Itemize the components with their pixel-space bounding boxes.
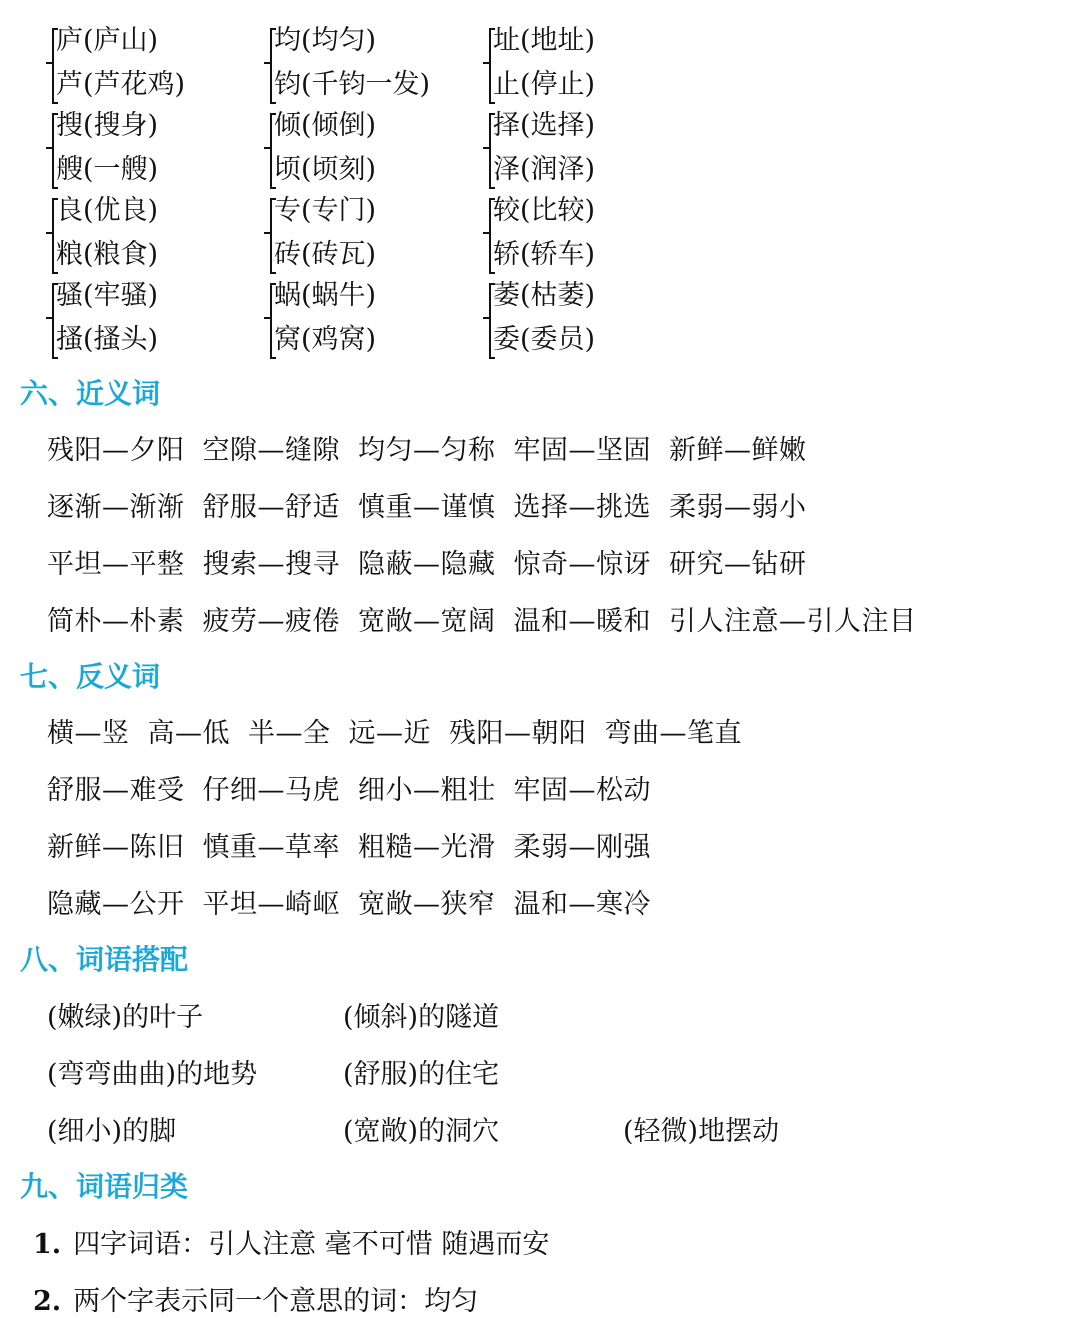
compare-word: 倾(倾倒) (274, 110, 377, 141)
compare-word: 专(专门) (274, 195, 377, 226)
word-pair: 惊奇—惊讶 (513, 549, 651, 580)
compare-word: 骚(牢骚) (56, 280, 159, 311)
collocation-item: (弯弯曲曲)的地势 (47, 1059, 258, 1090)
word-pair: 搜索—搜寻 (202, 549, 340, 580)
word-pair: 平坦—平整 (47, 549, 185, 580)
classify-item-2 (33, 1279, 478, 1318)
compare-word: 钧(千钧一发) (274, 69, 431, 100)
compare-word: 庐(庐山) (56, 25, 159, 56)
word-pair: 半—全 (248, 718, 331, 749)
word-pair: 逐渐—渐渐 (47, 492, 185, 523)
section-title-collocation: 八、词语搭配 (20, 943, 189, 976)
compare-word: 均(均匀) (274, 25, 377, 56)
word-row (47, 711, 760, 750)
section-title-synonyms: 六、近义词 (20, 377, 161, 410)
word-pair: 仔细—马虎 (202, 775, 340, 806)
collocation-item: (舒服)的住宅 (343, 1059, 500, 1090)
collocation-item: (嫩绿)的叶子 (47, 1002, 204, 1033)
word-pair: 柔弱—刚强 (513, 832, 651, 863)
word-pair: 简朴—朴素 (47, 606, 185, 637)
compare-word: 择(选择) (493, 110, 596, 141)
section-title-classify: 九、词语归类 (20, 1170, 189, 1203)
word-pair: 引人注意—引人注目 (669, 606, 917, 637)
compare-word: 址(地址) (493, 25, 596, 56)
word-pair: 牢固—松动 (513, 775, 651, 806)
compare-word: 搜(搜身) (56, 110, 159, 141)
compare-word: 顷(顷刻) (274, 154, 377, 185)
word-row (47, 882, 669, 921)
compare-word: 芦(芦花鸡) (56, 69, 186, 100)
compare-word: 轿(轿车) (493, 239, 596, 270)
word-pair: 研究—钻研 (669, 549, 807, 580)
word-pair: 疲劳—疲倦 (202, 606, 340, 637)
word-row (47, 599, 935, 638)
word-pair: 宽敞—宽阔 (358, 606, 496, 637)
word-pair: 慎重—谨慎 (358, 492, 496, 523)
word-pair: 横—竖 (47, 718, 130, 749)
collocation-item: (宽敞)的洞穴 (343, 1116, 500, 1147)
word-pair: 牢固—坚固 (513, 435, 651, 466)
word-pair: 远—近 (348, 718, 431, 749)
word-pair: 柔弱—弱小 (669, 492, 807, 523)
word-pair: 慎重—草率 (202, 832, 340, 863)
word-pair: 均匀—匀称 (358, 435, 496, 466)
compare-word: 窝(鸡窝) (274, 324, 377, 355)
compare-word: 良(优良) (56, 195, 159, 226)
word-pair: 宽敞—狭窄 (358, 889, 496, 920)
compare-word: 搔(搔头) (56, 324, 159, 355)
word-row (47, 768, 669, 807)
collocation-item: (倾斜)的隧道 (343, 1002, 500, 1033)
word-pair: 温和—寒冷 (513, 889, 651, 920)
compare-word: 较(比较) (493, 195, 596, 226)
word-pair: 隐蔽—隐藏 (358, 549, 496, 580)
compare-word: 艘(一艘) (56, 154, 159, 185)
compare-word: 泽(润泽) (493, 154, 596, 185)
compare-word: 止(停止) (493, 69, 596, 100)
item-number: 1. (33, 1229, 62, 1260)
word-pair: 舒服—难受 (47, 775, 185, 806)
item-number: 2. (33, 1286, 62, 1317)
collocation-item: (细小)的脚 (47, 1116, 177, 1147)
classify-item-1 (33, 1222, 549, 1261)
item-text: 两个字表示同一个意思的词：均匀 (73, 1286, 479, 1317)
word-pair: 高—低 (147, 718, 230, 749)
word-pair: 新鲜—鲜嫩 (669, 435, 807, 466)
word-pair: 舒服—舒适 (202, 492, 340, 523)
word-row (47, 485, 825, 524)
word-row (47, 542, 825, 581)
word-pair: 新鲜—陈旧 (47, 832, 185, 863)
word-pair: 弯曲—笔直 (604, 718, 742, 749)
word-pair: 隐藏—公开 (47, 889, 185, 920)
word-row (47, 428, 825, 467)
compare-word: 砖(砖瓦) (274, 239, 377, 270)
word-pair: 残阳—夕阳 (47, 435, 185, 466)
compare-word: 萎(枯萎) (493, 280, 596, 311)
item-text: 四字词语：引人注意 毫不可惜 随遇而安 (73, 1229, 550, 1260)
compare-word: 粮(粮食) (56, 239, 159, 270)
word-pair: 温和—暖和 (513, 606, 651, 637)
word-pair: 选择—挑选 (513, 492, 651, 523)
word-pair: 粗糙—光滑 (358, 832, 496, 863)
collocation-item: (轻微)地摆动 (623, 1116, 780, 1147)
word-pair: 空隙—缝隙 (202, 435, 340, 466)
word-pair: 残阳—朝阳 (449, 718, 587, 749)
word-row (47, 825, 669, 864)
compare-word: 蜗(蜗牛) (274, 280, 377, 311)
word-pair: 细小—粗壮 (358, 775, 496, 806)
section-title-antonyms: 七、反义词 (20, 660, 161, 693)
word-pair: 平坦—崎岖 (202, 889, 340, 920)
compare-word: 委(委员) (493, 324, 596, 355)
